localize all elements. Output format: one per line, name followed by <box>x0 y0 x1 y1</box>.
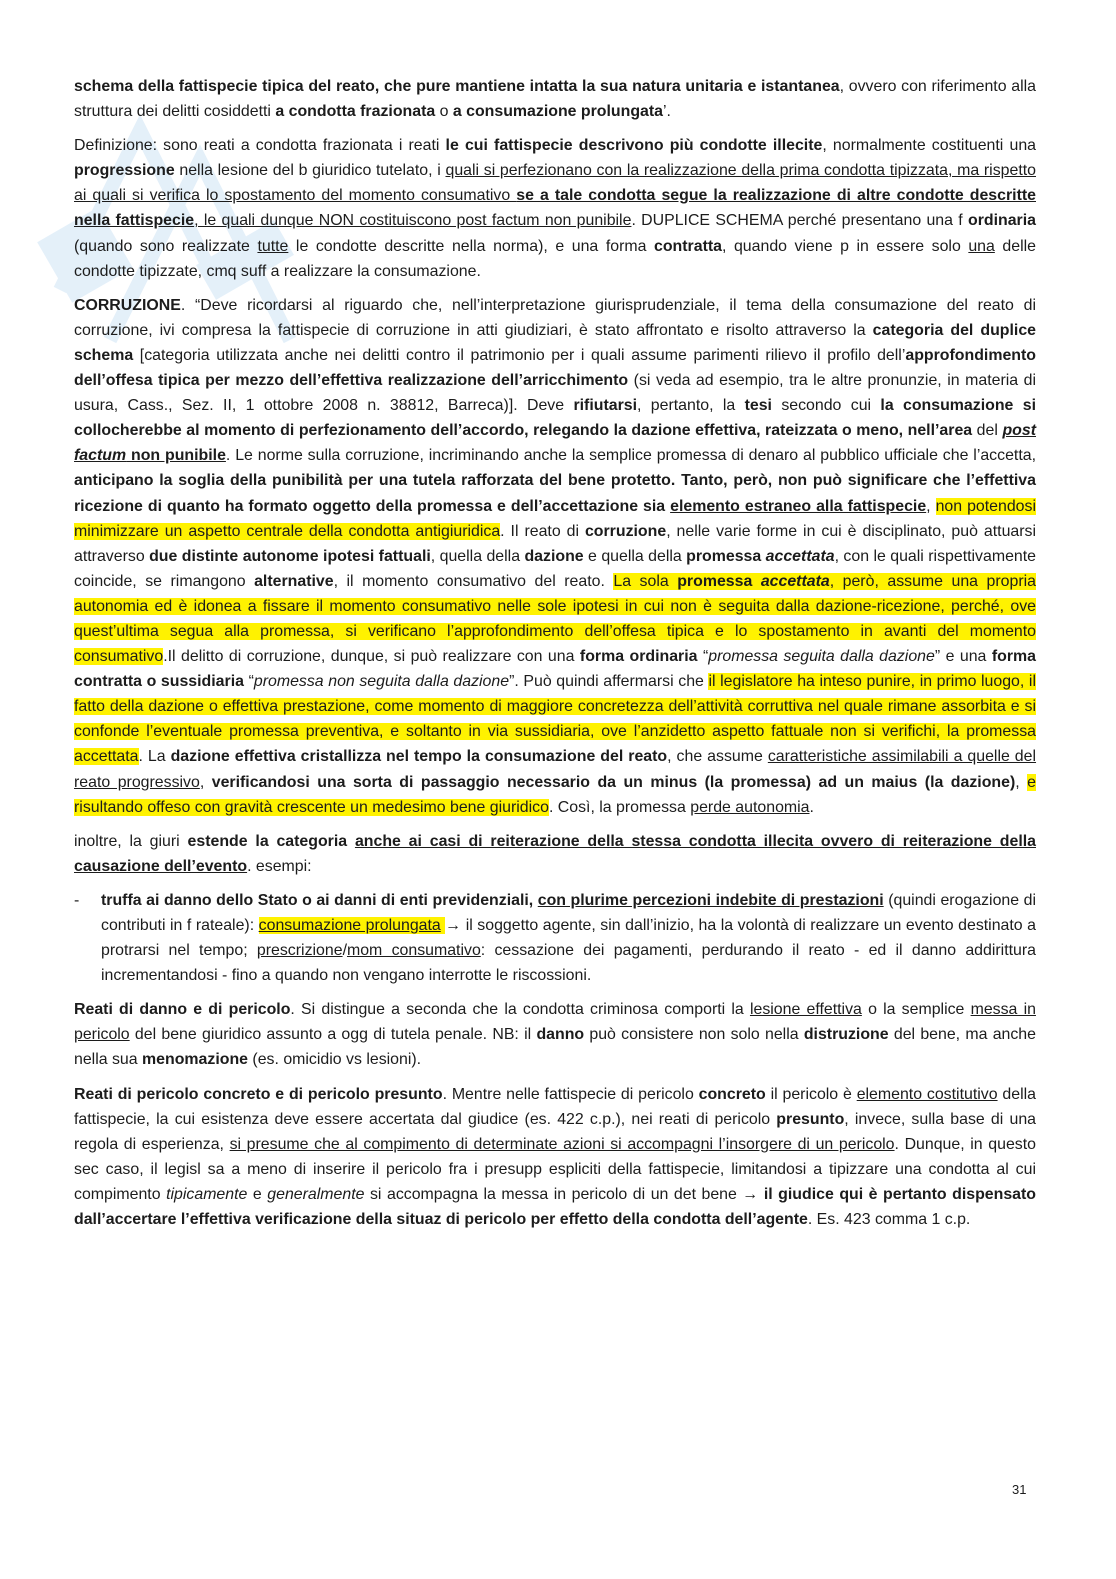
paragraph-definizione-segment: tutte <box>257 237 289 255</box>
paragraph-corruzione-segment: perde autonomia <box>690 798 810 816</box>
paragraph-intro-segment: a consumazione prolungata <box>452 103 664 121</box>
paragraph-corruzione-segment: promessa seguita dalla dazione <box>708 648 935 666</box>
paragraph-pericolo-concreto-segment: elemento costitutivo <box>856 1085 998 1103</box>
paragraph-corruzione-segment: e risultando offeso con gravità crescente un medesimo bene giuridico <box>74 773 1036 816</box>
paragraph-definizione-segment: quali si perfezionano con la realizzazione della prima condotta tipizzata, ma rispetto ai quali si verifica lo spostamento del momento consumativo <box>74 162 1036 205</box>
paragraph-corruzione-segment: dazione effettiva cristallizza nel tempo la consumazione del reato <box>170 748 668 766</box>
list-item-truffa <box>74 888 1036 988</box>
list-item-truffa-segment: con plurime percezioni indebite di prestazioni <box>537 891 884 909</box>
paragraph-danno-pericolo-segment: danno <box>536 1026 585 1044</box>
paragraph-corruzione-segment: approfondimento dell’offesa tipica per mezzo dell’effettiva realizzazione dell’arricchimento <box>74 346 1036 390</box>
paragraph-pericolo-concreto: Reati di pericolo concreto e di pericolo presunto. Mentre nelle fattispecie di pericolo concreto il pericolo è elemento costitutivo della fattispecie, la cui esistenza deve essere accertata dal giudice (es. 422 c.p.), nei reati di pericolo presunto, invece, sulla base di una regola di esperienza, si presume che al compimento di determinate azioni si accompagni l’insorgere di un pericolo. Dunque, in questo sec caso, il legisl sa a meno di inserire il pericolo fra i presupp espliciti della fattispecie, limitandosi a tipizzare una condotta al cui compimento tipicamente e generalmente si accompagna la messa in pericolo di un det bene → il giudice qui è pertanto dispensato dall’accertare l’effettiva verificazione della situaz di pericolo per effetto della condotta dell’agente. Es. 423 comma 1 c.p. <box>74 1085 1037 1229</box>
paragraph-pericolo-concreto-segment: Reati di pericolo concreto e di pericolo presunto <box>74 1085 443 1103</box>
paragraph-corruzione-segment: la consumazione si collocherebbe al momento di perfezionamento dell’accordo, relegando la dazione effettiva, rateizzata o meno, nell’area <box>74 397 1036 440</box>
paragraph-corruzione-segment: post factum <box>74 422 1036 465</box>
paragraph-corruzione-segment: forma contratta o sussidiaria <box>74 648 1037 691</box>
paragraph-corruzione-segment: il legislatore ha inteso punire, in primo luogo, il fatto della dazione o effettiva prestazione, come momento di maggiore concretezza dell’attività corruttiva nel quale rimane assorbita e si confonde l’eventuale promessa preventiva, e soltanto in via sussidiaria, ove l’anzidetto aspetto fattuale non si verifichi, la promessa accettata <box>74 673 1036 766</box>
paragraph-corruzione-segment: , però, assume una propria autonomia ed è idonea a fissare il momento consumativo nelle sole ipotesi in cui non è seguita dalla dazione-ricezione, perché, ove quest’ultima segua alla promessa, si verificano l’approfondimento dell’offesa tipica e lo spostamento in avanti del momento consumativo <box>74 572 1036 666</box>
paragraph-definizione-segment: ordinaria <box>968 212 1036 230</box>
paragraph-pericolo-concreto-segment: si presume che al compimento di determinate azioni si accompagni l’insorgere di un pericolo <box>229 1135 895 1153</box>
paragraph-definizione: Definizione: sono reati a condotta frazionata i reati le cui fattispecie descrivono più condotte illecite, normalmente costituenti una progressione nella lesione del b giuridico tutelato, i quali si perfezionano con la realizzazione della prima condotta tipizzata, ma rispetto ai quali si verifica lo spostamento del momento consumativo se a tale condotta segue la realizzazione di altre condotte descritte nella fattispecie, le quali dunque NON costituiscono post factum non punibile. DUPLICE SCHEMA perché presentano una f ordinaria (quando sono realizzate tutte le condotte descritte nella norma), e una forma contratta, quando viene p in essere solo una delle condotte tipizzate, cmq suff a realizzare la consumazione. <box>74 137 1036 280</box>
paragraph-pericolo-concreto-segment: generalmente <box>267 1185 365 1203</box>
list-item-truffa-segment: → <box>445 917 462 934</box>
paragraph-corruzione-segment: La sola <box>613 572 678 590</box>
paragraph-corruzione-segment: forma ordinaria <box>579 648 698 666</box>
paragraph-corruzione-segment: promessa <box>677 572 761 590</box>
paragraph-corruzione-segment: promessa <box>686 547 766 565</box>
paragraph-danno-pericolo: Reati di danno e di pericolo. Si distingue a seconda che la condotta criminosa comporti la lesione effettiva o la semplice messa in pericolo del bene giuridico assunto a ogg di tutela penale. NB: il danno può consistere non solo nella distruzione del bene, ma anche nella sua menomazione (es. omicidio vs lesioni). <box>74 1001 1036 1069</box>
paragraph-reiterazione-segment: estende la categoria <box>187 832 348 850</box>
paragraph-corruzione-segment: non potendosi minimizzare un aspetto centrale della condotta antigiuridica <box>74 497 1036 540</box>
paragraph-pericolo-concreto-segment: tipicamente <box>166 1185 248 1203</box>
paragraph-reiterazione: inoltre, la giuri estende la categoria anche ai casi di reiterazione della stessa condotta illecita ovvero di reiterazione della causazione dell’evento. esempi: <box>74 832 1036 875</box>
list-item-truffa-segment: prescrizione <box>256 942 343 960</box>
paragraphs <box>74 74 1036 879</box>
paragraph-pericolo-concreto-segment: concreto <box>698 1085 766 1103</box>
list-item-text: truffa ai danno dello Stato o ai danni di enti previdenziali, con plurime percezioni indebite di prestazioni (quindi erogazione di contributi in f rateale): consumazione prolungata → il soggetto agente, sin dall’inizio, ha la volontà di realizzare un evento destinato a protrarsi nel tempo; prescrizione/mom consumativo: cessazione dei pagamenti, perdurando il reato - ed il danno addirittura incrementandosi - fino a quando non vengano interrotte le riscossioni. <box>101 891 1037 985</box>
page-number: 31 <box>1012 1482 1027 1497</box>
paragraph-corruzione-segment: anticipano la soglia della punibilità per una tutela rafforzata del bene protetto. Tanto, però, non può significare che l’effettiva ricezione di quanto ha formato oggetto della promessa e dell’accettazione sia <box>74 472 1036 515</box>
paragraph-danno-pericolo-segment: distruzione <box>803 1026 889 1044</box>
paragraph-corruzione-segment: corruzione <box>584 522 667 540</box>
paragraph-intro-segment: a condotta frazionata <box>275 103 436 121</box>
list-bullet: - <box>74 891 80 909</box>
paragraph-danno-pericolo-segment: menomazione <box>142 1051 248 1069</box>
paragraph-danno-pericolo-segment: Reati di danno e di pericolo <box>74 1001 291 1019</box>
document-body <box>74 74 1036 1241</box>
paragraph-definizione-segment: progressione <box>74 162 175 180</box>
list-item-truffa-segment: consumazione prolungata <box>258 917 441 934</box>
paragraph-pericolo-concreto-segment: il giudice qui è pertanto dispensato dall’accertare l’effettiva verificazione della situaz di pericolo per effetto della condotta dell’agente <box>74 1185 1037 1229</box>
paragraph-pericolo-concreto-segment: → <box>742 1185 759 1203</box>
paragraph-definizione-segment: , le quali dunque NON costituiscono post factum non punibile <box>194 212 632 230</box>
paragraph-reiterazione-segment: anche ai casi di reiterazione della stessa condotta illecita ovvero di reiterazione della causazione dell’evento <box>74 832 1036 875</box>
paragraph-corruzione-segment: alternative <box>254 572 334 590</box>
paragraph-definizione-segment: contratta <box>654 237 722 255</box>
paragraph-corruzione-segment: dazione <box>524 547 584 565</box>
paragraph-corruzione-segment: accettata <box>765 547 835 565</box>
paragraph-corruzione-segment: rifiutarsi <box>573 397 638 415</box>
paragraph-corruzione-segment: CORRUZIONE <box>74 296 181 314</box>
paragraph-danno-pericolo-segment: messa in pericolo <box>74 1001 1036 1044</box>
paragraph-definizione-segment: le cui fattispecie descrivono più condotte illecite <box>445 137 823 155</box>
list-item-truffa-segment: mom consumativo <box>346 942 481 960</box>
paragraph-corruzione: CORRUZIONE. “Deve ricordarsi al riguardo che, nell’interpretazione giurisprudenziale, il tema della consumazione del reato di corruzione, ivi compresa la fattispecie di corruzione in atti giudiziari, è stato affrontato e risolto attraverso la categoria del duplice schema [categoria utilizzata anche nei delitti contro il patrimonio per i quali assume parimenti rilievo il profilo dell’approfondimento dell’offesa tipica per mezzo dell’effettiva realizzazione dell’arricchimento (si veda ad esempio, tra le altre pronunzie, in materia di usura, Cass., Sez. II, 1 ottobre 2008 n. 38812, Barreca)]. Deve rifiutarsi, pertanto, la tesi secondo cui la consumazione si collocherebbe al momento di perfezionamento dell’accordo, relegando la dazione effettiva, rateizzata o meno, nell’area del post factum non punibile. Le norme sulla corruzione, incriminando anche la semplice promessa di denaro al pubblico ufficiale che l’accetta, anticipano la soglia della punibilità per una tutela rafforzata del bene protetto. Tanto, però, non può significare che l’effettiva ricezione di quanto ha formato oggetto della promessa e dell’accettazione sia elemento estraneo alla fattispecie, non potendosi minimizzare un aspetto centrale della condotta antigiuridica. Il reato di corruzione, nelle varie forme in cui è disciplinato, può attuarsi attraverso due distinte autonome ipotesi fattuali, quella della dazione e quella della promessa accettata, con le quali rispettivamente coincide, se rimangono alternative, il momento consumativo del reato. La sola promessa accettata, però, assume una propria autonomia ed è idonea a fissare il momento consumativo nelle sole ipotesi in cui non è seguita dalla dazione-ricezione, perché, ove quest’ultima segua alla promessa, si verificano l’approfondimento dell’offesa tipica e lo spostamento in avanti del momento consumativo.Il delitto di corruzione, dunque, si può realizzare con una forma ordinaria “promessa seguita dalla dazione” e una forma contratta o sussidiaria “promessa non seguita dalla dazione”. Può quindi affermarsi che il legislatore ha inteso punire, in primo luogo, il fatto della dazione o effettiva prestazione, come momento di maggiore concretezza dell’attività corruttiva nel quale rimane assorbita e si confonde l’eventuale promessa preventiva, e soltanto in via sussidiaria, ove l’anzidetto aspetto fattuale non si verifichi, la promessa accettata. La dazione effettiva cristallizza nel tempo la consumazione del reato, che assume caratteristiche assimilabili a quelle del reato progressivo, verificandosi una sorta di passaggio necessario da un minus (la promessa) ad un maius (la dazione), e risultando offeso con gravità crescente un medesimo bene giuridico. Così, la promessa perde autonomia. <box>74 296 1037 816</box>
paragraph-corruzione-segment: categoria del duplice schema <box>74 321 1036 364</box>
paragraph-corruzione-segment: promessa non seguita dalla dazione <box>253 673 510 691</box>
paragraph-danno-pericolo-segment: lesione effettiva <box>749 1001 862 1019</box>
list-item-truffa-segment: truffa ai danno dello Stato o ai danni di enti previdenziali, <box>101 891 538 909</box>
paragraph-corruzione-segment: non punibile <box>126 447 226 465</box>
paragraph-corruzione-segment: caratteristiche assimilabili a quelle del reato progressivo <box>74 748 1037 791</box>
paragraph-pericolo-concreto-segment: presunto <box>776 1110 845 1128</box>
paragraph-definizione-segment: una <box>968 237 995 255</box>
paragraph-intro: schema della fattispecie tipica del reato, che pure mantiene intatta la sua natura unitaria e istantanea, ovvero con riferimento alla struttura dei delitti cosiddetti a condotta frazionata o a consumazione prolungata’. <box>74 78 1036 121</box>
paragraph-corruzione-segment: verificandosi una sorta di passaggio necessario da un minus (la promessa) ad un maius (la dazione) <box>211 773 1016 791</box>
paragraph-corruzione-segment: due distinte autonome ipotesi fattuali <box>149 547 431 565</box>
bullet-list <box>74 888 1036 988</box>
paragraph-corruzione-segment: accettata <box>760 572 830 590</box>
paragraph-corruzione-segment: tesi <box>744 397 772 415</box>
paragraphs-after <box>74 997 1036 1232</box>
paragraph-definizione-segment: se a tale condotta segue la realizzazione di altre condotte descritte nella fattispecie <box>74 187 1036 230</box>
paragraph-intro-segment: schema della fattispecie tipica del reato, che pure mantiene intatta la sua natura unitaria e istantanea <box>74 78 840 95</box>
paragraph-corruzione-segment: elemento estraneo alla fattispecie <box>670 497 927 515</box>
